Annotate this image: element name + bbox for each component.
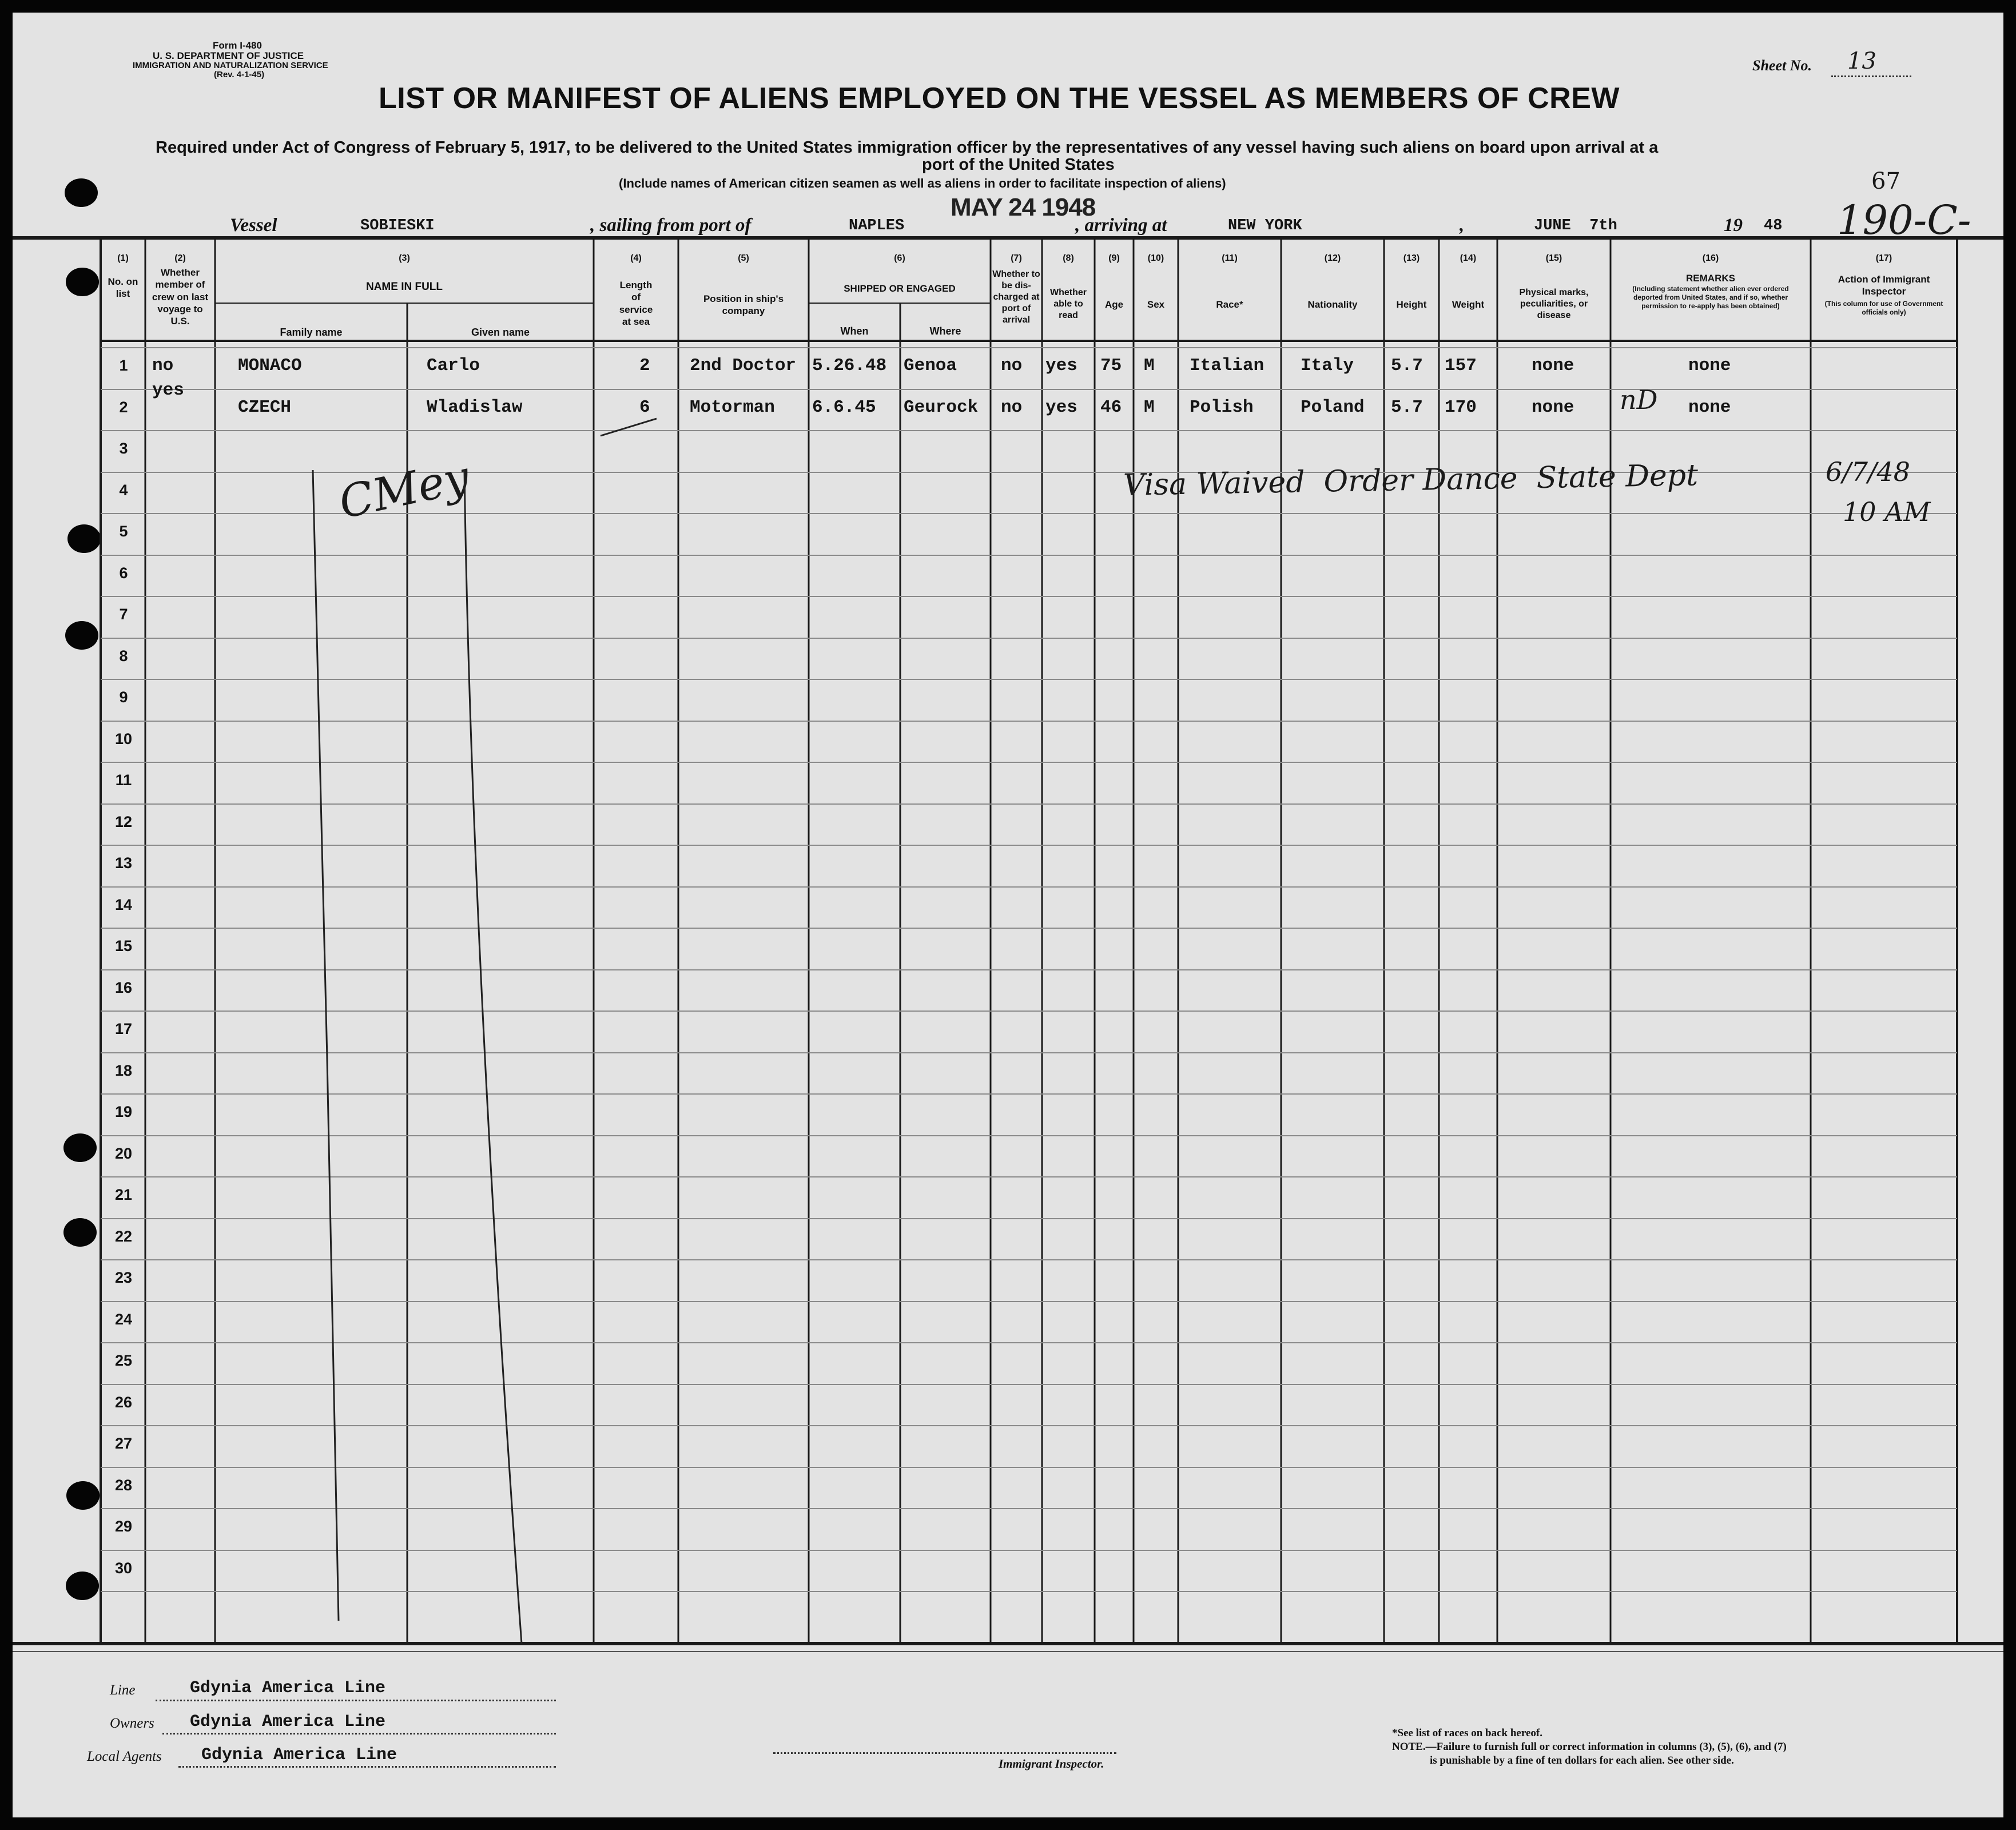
inspector-action-date: 6/7/48 — [1826, 456, 1911, 487]
col-nationality-header: Nationality — [1307, 299, 1358, 310]
row-number: 10 — [114, 730, 133, 747]
cell-height: 5.7 — [1391, 356, 1423, 376]
corner-code: 190-C- — [1837, 197, 1971, 244]
sheet-label: Sheet No. — [1752, 57, 1812, 74]
col-name-num: (3) — [399, 253, 410, 263]
row-number: 9 — [119, 689, 128, 706]
year-suffix: 48 — [1764, 217, 1783, 234]
col-read-num: (8) — [1063, 253, 1074, 263]
cell-length-of-service: 6 — [639, 397, 650, 417]
col-action-subheader: (This column for use of Government officials only) — [1824, 300, 1943, 316]
form-revision: (Rev. 4-1-45) — [214, 70, 265, 79]
col-nationality-num: (12) — [1324, 253, 1341, 263]
vessel-name: SOBIESKI — [360, 217, 435, 234]
cell-remarks: none — [1688, 356, 1731, 376]
sailing-label: , sailing from port of — [590, 215, 751, 236]
cell-nationality: Poland — [1301, 397, 1365, 417]
cell-shipped-where: Geurock — [904, 397, 979, 417]
year-prefix: 19 — [1724, 215, 1743, 236]
vessel-label: Vessel — [230, 215, 277, 236]
col-crew-header: Whether member of crew on last voyage to U.S. — [152, 267, 209, 327]
cell-given-name: Carlo — [427, 356, 480, 376]
row-number: 19 — [114, 1103, 133, 1120]
cell-race: Polish — [1190, 397, 1254, 417]
cell-crew-last-voyage: yes — [152, 380, 184, 400]
cell-race: Italian — [1190, 356, 1265, 376]
cell-remarks: none — [1688, 397, 1731, 417]
col-discharge-header: Whether to be dis-charged at port of arrival — [992, 269, 1040, 325]
row-number: 22 — [114, 1228, 133, 1245]
col-weight-header: Weight — [1452, 299, 1485, 310]
row-number: 12 — [114, 813, 133, 830]
owners-value-underline — [162, 1733, 556, 1734]
col-remarks-subheader: (Including statement whether alien ever ordered deported from United States, and if so, whether permission to re-apply has been obtained) — [1632, 285, 1789, 310]
cell-family-name: CZECH — [238, 397, 292, 417]
row-number: 26 — [114, 1394, 133, 1411]
inspector-signature-line — [773, 1752, 1116, 1754]
col-sex-header: Sex — [1147, 299, 1165, 310]
row-number: 15 — [114, 937, 133, 954]
manifest-sheet — [13, 13, 2003, 1817]
cell-nationality: Italy — [1301, 356, 1354, 376]
owners-label: Owners — [110, 1716, 154, 1731]
visa-waived-note: Visa Waived Order Dance State Dept — [1123, 458, 1699, 503]
subtitle-line-2: port of the United States — [922, 156, 1115, 174]
row-number: 6 — [119, 564, 128, 582]
col-remarks-header: REMARKS — [1686, 273, 1735, 284]
cell-to-be-discharged: no — [1001, 356, 1023, 376]
handwritten-signature: CMey — [335, 451, 474, 529]
cell-given-name: Wladislaw — [427, 397, 523, 417]
col-remarks-num: (16) — [1702, 253, 1719, 263]
agents-value: Gdynia America Line — [201, 1745, 397, 1765]
col-weight-num: (14) — [1460, 253, 1477, 263]
row-number: 2 — [119, 399, 128, 416]
col-position-num: (5) — [738, 253, 749, 263]
cell-able-to-read: yes — [1045, 397, 1077, 417]
col-service-num: (4) — [630, 253, 642, 263]
cell-physical-marks: none — [1532, 356, 1574, 376]
col-height-header: Height — [1396, 299, 1427, 310]
col-read-header: Whether able to read — [1050, 288, 1087, 320]
cell-sex: M — [1144, 397, 1155, 417]
cell-weight: 170 — [1445, 397, 1477, 417]
row-number: 14 — [114, 896, 133, 913]
col-age-num: (9) — [1108, 253, 1120, 263]
col-service-header: Length of service at sea — [619, 280, 653, 327]
comma: , — [1460, 215, 1465, 236]
row-number: 27 — [114, 1435, 133, 1452]
cell-shipped-when: 5.26.48 — [812, 356, 887, 376]
row-number: 8 — [119, 647, 128, 665]
row-number: 7 — [119, 606, 128, 623]
col-crew-num: (2) — [174, 253, 186, 263]
line-value: Gdynia America Line — [190, 1678, 386, 1698]
arrival-date: JUNE 7th — [1534, 217, 1617, 234]
cell-shipped-where: Genoa — [904, 356, 957, 376]
cell-to-be-discharged: no — [1001, 397, 1023, 417]
col-where-header: Where — [929, 325, 961, 337]
col-age-header: Age — [1104, 299, 1124, 310]
cell-position: 2nd Doctor — [690, 356, 797, 376]
agents-value-underline — [178, 1766, 556, 1768]
row-number: 30 — [114, 1560, 133, 1577]
fine-note-1: NOTE.—Failure to furnish full or correct information in columns (3), (5), (6), and (7) — [1392, 1741, 1787, 1753]
sheet-number: 13 — [1847, 48, 1876, 74]
row-number: 28 — [114, 1477, 133, 1494]
row-number: 18 — [114, 1062, 133, 1079]
col-action-header: Action of Immigrant Inspector — [1838, 274, 1930, 297]
row-number: 29 — [114, 1518, 133, 1535]
col-discharge-num: (7) — [1011, 253, 1022, 263]
cell-crew-last-voyage: no — [152, 356, 174, 376]
row-number: 21 — [114, 1186, 133, 1203]
subtitle-line-3: (Include names of American citizen seamen as well as aliens in order to facilitate inspection of aliens) — [619, 176, 1226, 190]
line-label: Line — [110, 1682, 136, 1698]
agents-label: Local Agents — [87, 1749, 162, 1764]
col-position-header: Position in ship's company — [703, 293, 784, 317]
col-family-header: Family name — [280, 327, 343, 338]
service-name: IMMIGRATION AND NATURALIZATION SERVICE — [133, 61, 328, 70]
date-stamp: MAY 24 1948 — [951, 193, 1096, 221]
inspector-action-time: 10 AM — [1843, 496, 1931, 527]
col-sex-num: (10) — [1147, 253, 1164, 263]
row-number: 24 — [114, 1311, 133, 1328]
row-number: 20 — [114, 1145, 133, 1162]
corner-number: 67 — [1871, 168, 1900, 194]
col-no-header: No. on list — [108, 276, 138, 300]
col-shipped-header: SHIPPED OR ENGAGED — [844, 283, 956, 294]
row-number: 13 — [114, 854, 133, 872]
row-number: 5 — [119, 523, 128, 540]
cell-physical-marks: none — [1532, 397, 1574, 417]
cell-shipped-when: 6.6.45 — [812, 397, 876, 417]
cell-position: Motorman — [690, 397, 775, 417]
arriving-label: , arriving at — [1075, 215, 1167, 236]
subtitle-line-1: Required under Act of Congress of February 5, 1917, to be delivered to the United States immigration officer by the representatives of any vessel having such aliens on board upon arrival at a — [156, 138, 1659, 157]
cell-height: 5.7 — [1391, 397, 1423, 417]
ditto-strokes — [13, 13, 2003, 1817]
col-name-header: NAME IN FULL — [365, 281, 443, 293]
fine-note-2: is punishable by a fine of ten dollars for each alien. See other side. — [1430, 1755, 1734, 1767]
cell-weight: 157 — [1445, 356, 1477, 376]
department-name: U. S. DEPARTMENT OF JUSTICE — [153, 50, 304, 61]
cell-length-of-service: 2 — [639, 356, 650, 376]
col-height-num: (13) — [1403, 253, 1420, 263]
col-marks-num: (15) — [1545, 253, 1562, 263]
row-number: 4 — [119, 482, 128, 499]
row-number: 11 — [115, 771, 132, 789]
page-title: LIST OR MANIFEST OF ALIENS EMPLOYED ON THE VESSEL AS MEMBERS OF CREW — [379, 82, 1620, 115]
inspector-label: Immigrant Inspector. — [999, 1757, 1104, 1771]
col-marks-header: Physical marks, peculiarities, or disease — [1519, 288, 1589, 320]
owners-value: Gdynia America Line — [190, 1712, 386, 1732]
row-number: 23 — [114, 1269, 133, 1286]
handwritten-initials: nD — [1620, 384, 1658, 415]
col-when-header: When — [840, 325, 869, 337]
cell-family-name: MONACO — [238, 356, 302, 376]
col-race-num: (11) — [1222, 253, 1238, 263]
row-number: 1 — [119, 357, 128, 374]
port-to: NEW YORK — [1228, 217, 1302, 234]
cell-age: 46 — [1100, 397, 1122, 417]
row-number: 17 — [114, 1020, 133, 1037]
cell-able-to-read: yes — [1045, 356, 1077, 376]
col-shipped-num: (6) — [894, 253, 905, 263]
row-number: 25 — [114, 1352, 133, 1369]
races-note: *See list of races on back hereof. — [1392, 1727, 1542, 1739]
row-number: 16 — [114, 979, 133, 996]
cell-sex: M — [1144, 356, 1155, 376]
line-value-underline — [156, 1700, 556, 1701]
cell-age: 75 — [1100, 356, 1122, 376]
col-action-num: (17) — [1875, 253, 1892, 263]
form-number: Form I-480 — [213, 40, 262, 51]
col-given-header: Given name — [471, 327, 530, 338]
col-race-header: Race* — [1216, 299, 1243, 310]
port-from: NAPLES — [849, 217, 905, 234]
row-number: 3 — [119, 440, 128, 457]
col-no-num: (1) — [117, 253, 129, 263]
